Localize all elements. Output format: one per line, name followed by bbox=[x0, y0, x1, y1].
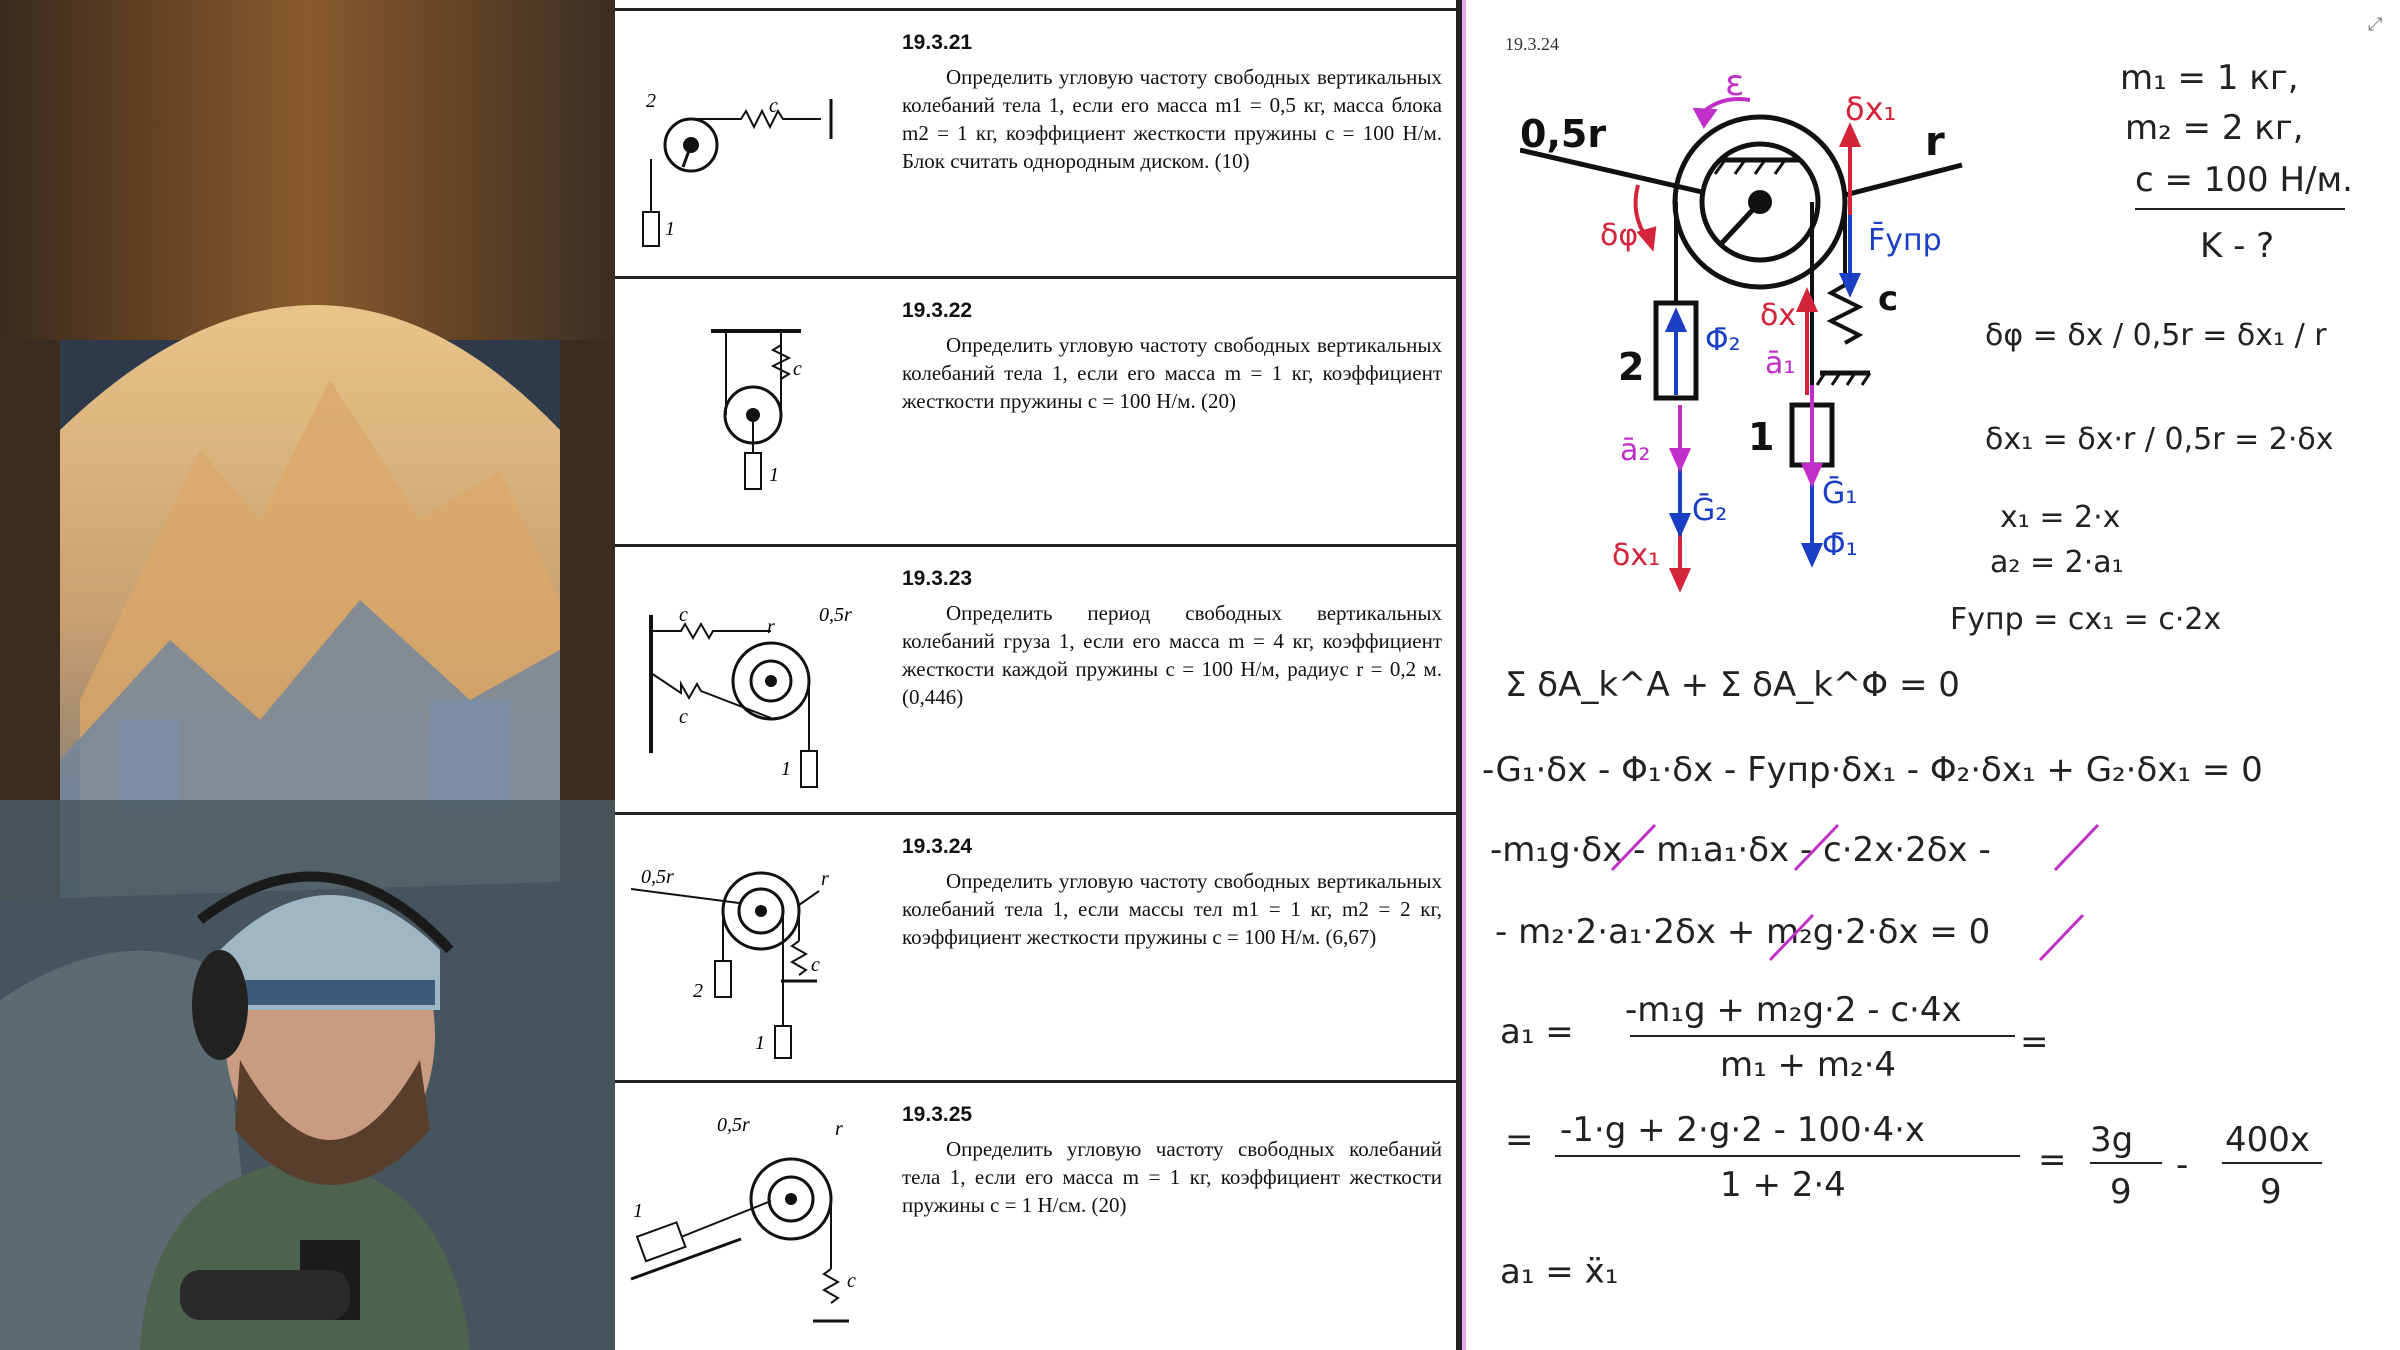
diagram-label: δx bbox=[1760, 298, 1797, 333]
diagram-label: δx₁ bbox=[1845, 90, 1897, 128]
eq-x1: x₁ = 2·x bbox=[2000, 500, 2121, 535]
problem-number: 19.3.25 bbox=[902, 1103, 973, 1126]
given-divider bbox=[2135, 208, 2345, 210]
eq-a1-numerator: -m₁g + m₂g·2 - c·4x bbox=[1625, 990, 1962, 1030]
problem-text: Определить угловую частоту свободных вертикальных колебаний тела 1, если массы тел m1 = 1 кг, m2 = 2 кг, коэффициент жесткости пружины c = 100 Н/м. (6,67) bbox=[902, 869, 1442, 949]
fig-label: r bbox=[821, 868, 829, 890]
problem-number: 19.3.22 bbox=[902, 299, 973, 322]
notes-page-label: 19.3.24 bbox=[1505, 34, 1559, 54]
eq-result-den-1: 9 bbox=[2110, 1172, 2132, 1212]
fraction-bar bbox=[1630, 1035, 2015, 1037]
given-c: c = 100 Н/м. bbox=[2135, 160, 2353, 200]
eq-virtual-work: Σ δA_k^A + Σ δA_k^Φ = 0 bbox=[1505, 665, 1960, 705]
eq-substituted-2: - m₂·2·a₁·2δx + m₂g·2·δx = 0 bbox=[1495, 912, 1991, 952]
webcam-feed bbox=[0, 800, 615, 1350]
fig-label: 2 bbox=[693, 980, 703, 1002]
find-k: K - ? bbox=[2200, 226, 2275, 266]
eq-result-den-2: 9 bbox=[2260, 1172, 2282, 1212]
diagram-label: Ḡ₁ bbox=[1822, 476, 1858, 511]
diagram-label: δφ bbox=[1600, 218, 1639, 253]
eq-a2: a₂ = 2·a₁ bbox=[1990, 545, 2124, 580]
diagram-label: ā₂ bbox=[1620, 433, 1651, 468]
eq-subst-equals: = bbox=[2038, 1140, 2067, 1180]
problem-text: Определить угловую частоту свободных вертикальных колебаний тела 1, если его масса m = 1 кг, коэффициент жесткости пружины c = 100 Н/м. (20) bbox=[902, 333, 1442, 413]
fig-label: 0,5r bbox=[717, 1114, 750, 1136]
problem-text: Определить угловую частоту свободных колебаний тела 1, если его масса m = 1 кг, коэффициент жесткости пружины c = 1 Н/см. (20) bbox=[902, 1137, 1442, 1217]
eq-a1-denominator: m₁ + m₂·4 bbox=[1720, 1045, 1897, 1085]
eq-dx1: δx₁ = δx·r / 0,5r = 2·δx bbox=[1985, 422, 2334, 457]
fraction-bar bbox=[2090, 1162, 2162, 1164]
diagram-label: δx₁ bbox=[1612, 538, 1661, 573]
problem-number: 19.3.24 bbox=[902, 835, 973, 858]
fig-label: c bbox=[793, 358, 802, 380]
problem-number: 19.3.23 bbox=[902, 567, 973, 590]
cancel-marks bbox=[1600, 815, 2200, 975]
textbook-page bbox=[615, 0, 1462, 1350]
problem-19-3-22 bbox=[615, 276, 1462, 547]
fig-label: c bbox=[847, 1270, 856, 1292]
eq-fspring: Fупр = cx₁ = c·2x bbox=[1950, 602, 2222, 637]
pulley-diagram bbox=[1520, 55, 1990, 595]
eq-subst-numerator: -1·g + 2·g·2 - 100·4·x bbox=[1560, 1110, 1926, 1150]
problem-19-3-25 bbox=[615, 1080, 1462, 1350]
eq-expanded: -G₁·δx - Φ₁·δx - Fупр·δx₁ - Φ₂·δx₁ + G₂·δx₁ = 0 bbox=[1482, 750, 2263, 790]
diagram-label: Ḡ₂ bbox=[1692, 493, 1728, 528]
fig-label: c bbox=[811, 954, 820, 976]
fraction-bar bbox=[1555, 1155, 2020, 1157]
eq-subst-lhs: = bbox=[1505, 1120, 1534, 1160]
diagram-label: 2 bbox=[1618, 345, 1645, 389]
eq-a1-lhs: a₁ = bbox=[1500, 1012, 1574, 1052]
diagram-label: ε bbox=[1725, 63, 1745, 104]
fig-label: 1 bbox=[633, 1200, 643, 1222]
eq-result-minus: - bbox=[2176, 1145, 2189, 1185]
diagram-label: Φ̄₁ bbox=[1822, 528, 1858, 563]
eq-a1-tail: = bbox=[2020, 1022, 2049, 1062]
eq-result-num-2: 400x bbox=[2225, 1120, 2311, 1160]
problem-figure bbox=[621, 553, 881, 809]
diagram-label: c bbox=[1878, 279, 1899, 319]
given-m2: m₂ = 2 кг, bbox=[2125, 108, 2304, 148]
problem-figure bbox=[621, 821, 881, 1077]
fig-label: r bbox=[767, 616, 775, 638]
diagram-label: Φ̄₂ bbox=[1705, 323, 1741, 358]
fig-label: 1 bbox=[769, 464, 779, 486]
problem-19-3-24 bbox=[615, 812, 1462, 1083]
problem-number: 19.3.21 bbox=[902, 31, 973, 54]
fig-label: c bbox=[679, 706, 688, 728]
diagram-label: ā₁ bbox=[1765, 346, 1796, 381]
fig-label: 0,5r bbox=[819, 604, 852, 626]
diagram-label: 0,5r bbox=[1520, 112, 1607, 156]
problem-19-3-23 bbox=[615, 544, 1462, 815]
diagram-label: 1 bbox=[1748, 415, 1775, 459]
fig-label: 0,5r bbox=[641, 866, 674, 888]
eq-result-num-1: 3g bbox=[2090, 1120, 2134, 1160]
fig-label: 2 bbox=[646, 90, 656, 112]
fig-label: r bbox=[835, 1118, 843, 1140]
fig-label: c bbox=[679, 604, 688, 626]
problem-text: Определить период свободных вертикальных колебаний груза 1, если его масса m = 4 кг, коэффициент жесткости каждой пружины c = 100 Н/м, радиус r = 0,2 м. (0,446) bbox=[902, 601, 1442, 709]
fig-label: c bbox=[769, 95, 778, 117]
eq-substituted-1: -m₁g·δx - m₁a₁·δx - c·2x·2δx - bbox=[1490, 830, 1991, 870]
eq-a1-second-derivative: a₁ = ẍ₁ bbox=[1500, 1252, 1619, 1292]
given-m1: m₁ = 1 кг, bbox=[2120, 58, 2299, 98]
problem-figure bbox=[621, 1089, 881, 1345]
expand-icon[interactable]: ⤢ bbox=[2368, 14, 2383, 35]
diagram-label: F̄упр bbox=[1868, 223, 1942, 258]
fig-label: 1 bbox=[755, 1032, 765, 1054]
fig-label: 1 bbox=[781, 758, 791, 780]
fig-label: 1 bbox=[665, 218, 675, 240]
fraction-bar bbox=[2222, 1162, 2322, 1164]
eq-subst-denominator: 1 + 2·4 bbox=[1720, 1165, 1846, 1205]
problem-figure bbox=[621, 285, 881, 541]
stream-panel bbox=[0, 0, 615, 1350]
problem-19-3-21 bbox=[615, 8, 1462, 279]
problem-text: Определить угловую частоту свободных вертикальных колебаний тела 1, если его масса m1 = 0,5 кг, масса блока m2 = 1 кг, коэффициент жесткости пружины c = 100 Н/м. Блок считать однородным диском. (10) bbox=[902, 65, 1442, 173]
eq-dphi: δφ = δx / 0,5r = δx₁ / r bbox=[1985, 318, 2327, 353]
problem-figure bbox=[621, 17, 881, 273]
diagram-label: r bbox=[1925, 119, 1945, 165]
